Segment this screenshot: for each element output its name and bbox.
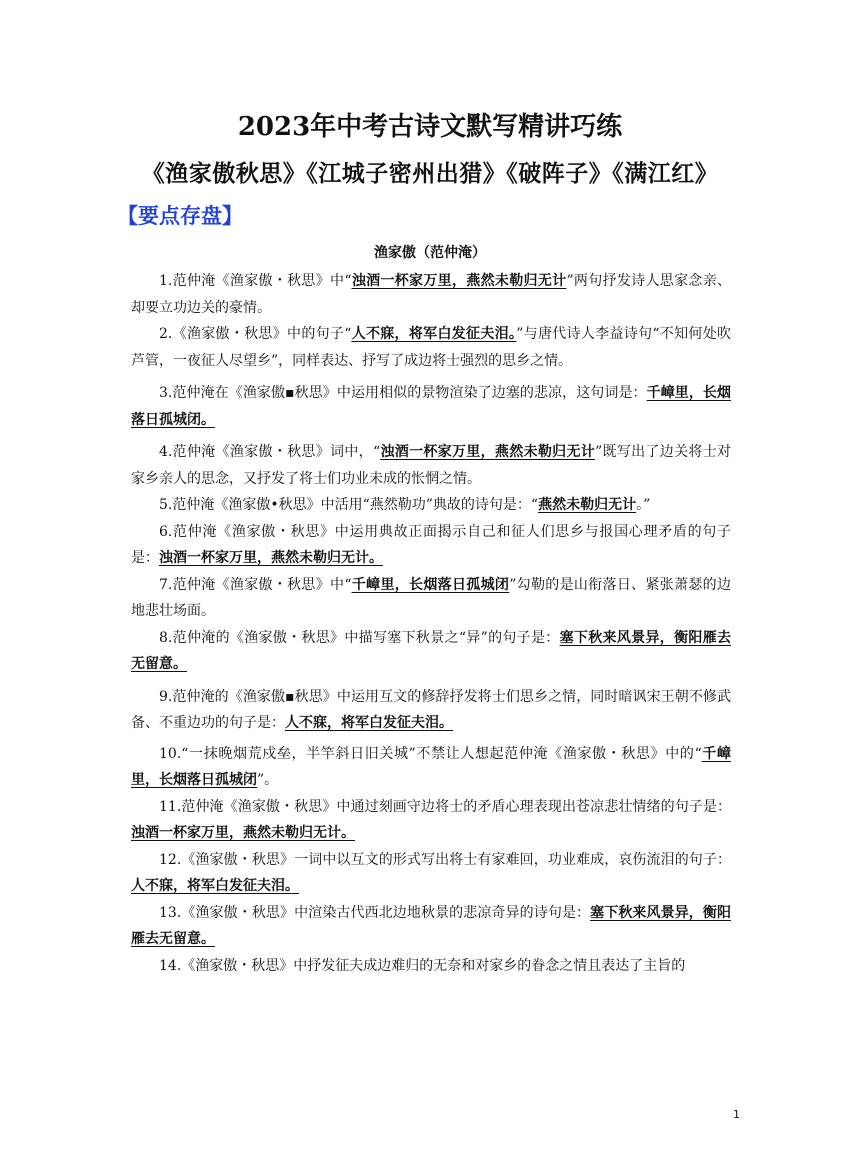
list-item: 6.范仲淹《渔家傲・秋思》中运用典故正面揭示自己和征人们思乡与报国心理矛盾的句子是：浊酒一杯家万里，燕然未勒归无计。 <box>131 523 731 566</box>
list-item: 4.范仲淹《渔家傲・秋思》词中，“浊酒一杯家万里，燕然未勒归无计”既写出了边关将士对家乡亲人的思念，又抒发了将士们功业未成的怅惘之情。 <box>131 444 732 487</box>
list-item: 5.范仲淹《渔家傲•秋思》中活用“燕然勒功”典故的诗句是：“燕然未勒归无计。” <box>159 497 651 513</box>
answer-text: 千嶂里，长烟落日孤城闭。 <box>131 385 732 428</box>
answer-text: 人不寐，将军白发征夫泪。 <box>285 715 453 731</box>
answer-text: 浊酒一杯家万里，燕然未勒归无计。 <box>159 550 383 566</box>
answer-text: 人不寐，将军白发征夫泪。 <box>351 326 517 342</box>
list-item: 10.“一抹晚烟荒戍垒，半竿斜日旧关城”不禁让人想起范仲淹《渔家傲・秋思》中的“千嶂里，长烟落日孤城闭”。 <box>131 745 732 788</box>
list-item: 13.《渔家傲・秋思》中渲染古代西北边地秋景的悲凉奇异的诗句是：塞下秋来风景异，衡阳雁去无留意。 <box>131 904 732 947</box>
answer-text: 千嶂里，长烟落日孤城闭 <box>351 576 510 593</box>
answer-text: 浊酒一杯家万里，燕然未勒归无计。 <box>131 825 355 841</box>
list-item: 3.范仲淹在《渔家傲▪秋思》中运用相似的景物渲染了边塞的悲凉，这句词是：千嶂里，长烟落日孤城闭。 <box>131 385 732 428</box>
answer-text: 塞下秋来风景异，衡阳雁去无留意。 <box>131 629 731 672</box>
answer-text: 千嶂里，长烟落日孤城闭 <box>131 745 732 788</box>
page-number: 1 <box>733 1108 740 1121</box>
list-item: 11.范仲淹《渔家傲・秋思》中通过刻画守边将士的矛盾心理表现出苍凉悲壮情绪的句子是：浊酒一杯家万里，燕然未勒归无计。 <box>131 798 731 841</box>
answer-text: 人不寐，将军白发征夫泪。 <box>131 878 299 894</box>
list-item: 9.范仲淹的《渔家傲▪秋思》中运用互文的修辞抒发将士们思乡之情，同时暗讽宋王朝不修武备、不重边功的句子是：人不寐，将军白发征夫泪。 <box>131 688 731 731</box>
list-item: 1.范仲淹《渔家傲・秋思》中“浊酒一杯家万里，燕然未勒归无计”两句抒发诗人思家念亲、却要立功边关的豪情。 <box>131 273 731 316</box>
poem-heading: 渔家傲（范仲淹） <box>374 245 486 261</box>
document-title: 2023年中考古诗文默写精讲巧练 <box>237 112 623 142</box>
document-subtitle: 《渔家傲秋思》《江城子密州出猎》《破阵子》《满江红》 <box>141 160 719 187</box>
list-item: 8.范仲淹的《渔家傲・秋思》中描写塞下秋景之“异”的句子是：塞下秋来风景异，衡阳雁去无留意。 <box>131 629 731 672</box>
section-heading: 【要点存盘】 <box>117 204 243 228</box>
answer-text: 燕然未勒归无计 <box>538 497 637 513</box>
list-item: 12.《渔家傲・秋思》一词中以互文的形式写出将士有家难回，功业难成，哀伤流泪的句子：人不寐，将军白发征夫泪。 <box>131 851 731 894</box>
list-item: 2.《渔家傲・秋思》中的句子“人不寐，将军白发征夫泪。”与唐代诗人李益诗句“不知何处吹芦管，一夜征人尽望乡”，同样表达、抒写了成边将士强烈的思乡之情。 <box>131 326 731 369</box>
list-item: 7.范仲淹《渔家傲・秋思》中“千嶂里，长烟落日孤城闭”勾勒的是山衔落日、紧张萧瑟的边地悲壮场面。 <box>131 576 731 619</box>
question-list <box>131 268 731 979</box>
answer-text: 浊酒一杯家万里，燕然未勒归无计 <box>351 273 567 289</box>
list-item: 14.《渔家傲・秋思》中抒发征夫成边难归的无奈和对家乡的眷念之情且表达了主旨的 <box>159 957 686 974</box>
answer-text: 塞下秋来风景异，衡阳雁去无留意。 <box>131 904 732 947</box>
answer-text: 浊酒一杯家万里，燕然未勒归无计 <box>380 444 596 460</box>
